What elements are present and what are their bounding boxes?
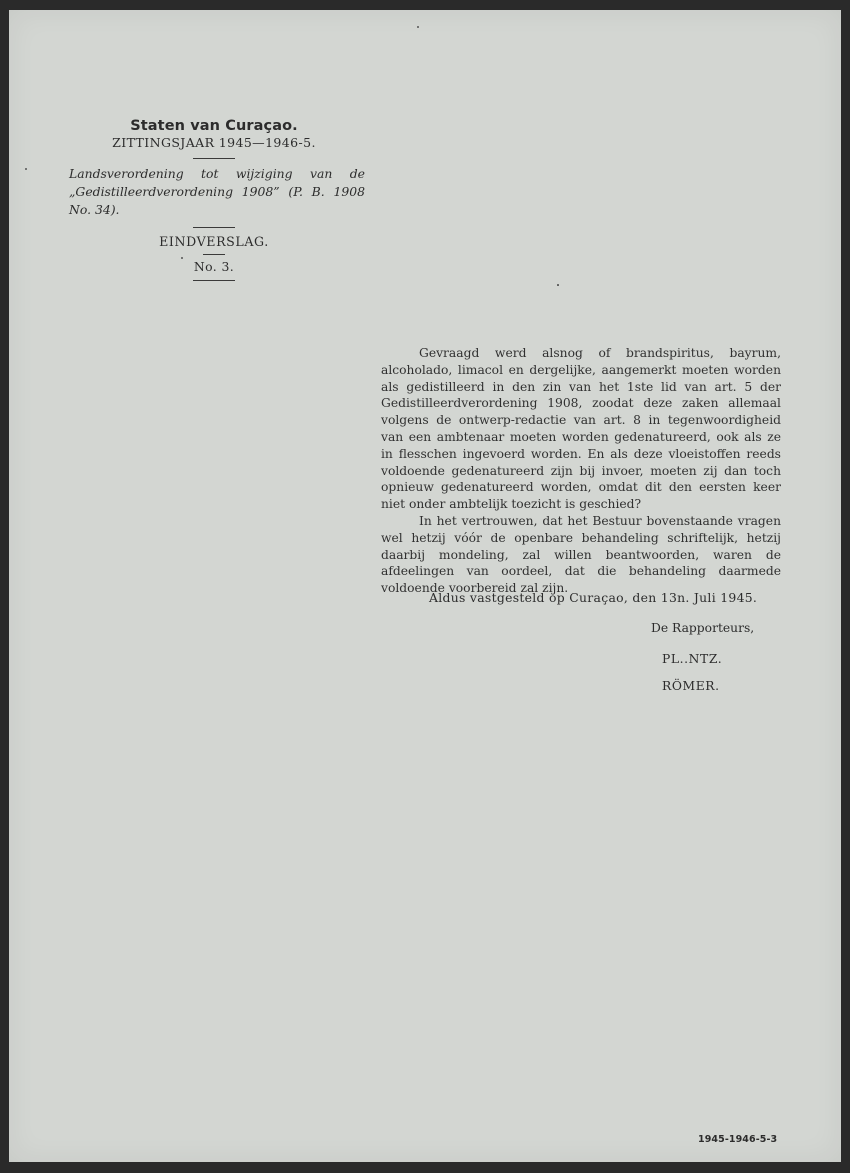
document-page — [9, 10, 841, 1162]
header-divider — [193, 158, 235, 159]
paper-speck — [557, 284, 559, 286]
document-reference: 1945-1946-5-3 — [698, 1134, 778, 1145]
header-divider — [203, 254, 225, 255]
paper-speck — [417, 26, 419, 28]
signature-intro: De Rapporteurs, — [651, 621, 755, 635]
signatory-name: RÖMER. — [662, 679, 720, 693]
report-number: No. 3. — [193, 259, 235, 274]
signatory-name: PL..NTZ. — [662, 652, 723, 666]
closing-statement: Aldus vastgesteld op Curaçao, den 13n. Juli 1945. — [429, 590, 758, 605]
organization-name: Staten van Curaçao. — [130, 118, 298, 134]
document-header — [69, 118, 365, 281]
report-body — [381, 345, 781, 597]
session-year: ZITTINGSJAAR 1945—1946-5. — [112, 135, 316, 150]
body-paragraph: Gevraagd werd alsnog of brandspiritus, bayrum, alcoholado, limacol en dergelijke, aangemerkt moeten worden als gedistilleerd in den zin van het 1ste lid van art. 5 der Gedistilleerdverordening 1908, zoodat deze zaken allemaal volgens de ontwerp-redactie van art. 8 in tegenwoordigheid van een ambtenaar moeten worden gedenatureerd, ook als ze in flesschen ingevoerd worden. En als deze vloeistoffen reeds voldoende gedenatureerd zijn bij invoer, moeten zij dan toch opnieuw gedenatureerd worden, omdat dit den eersten keer niet onder ambtelijk toezicht is geschied? — [381, 346, 781, 512]
body-paragraph: In het vertrouwen, dat het Bestuur bovenstaande vragen wel hetzij vóór de openbare behandeling schriftelijk, hetzij daarbij mondeling, zal willen beantwoorden, waren de afdeelingen van oordeel, dat die behandeling daarmede voldoende voorbereid zal zijn. — [381, 513, 781, 596]
report-type: EINDVERSLAG. — [159, 234, 269, 249]
paper-speck — [181, 257, 183, 259]
header-divider — [193, 280, 235, 281]
document-subject: Landsverordening tot wijziging van de „Gedistilleerdverordening 1908” (P. B. 1908 No. 34). — [69, 166, 365, 217]
paper-speck — [25, 168, 27, 170]
header-divider — [193, 227, 235, 228]
